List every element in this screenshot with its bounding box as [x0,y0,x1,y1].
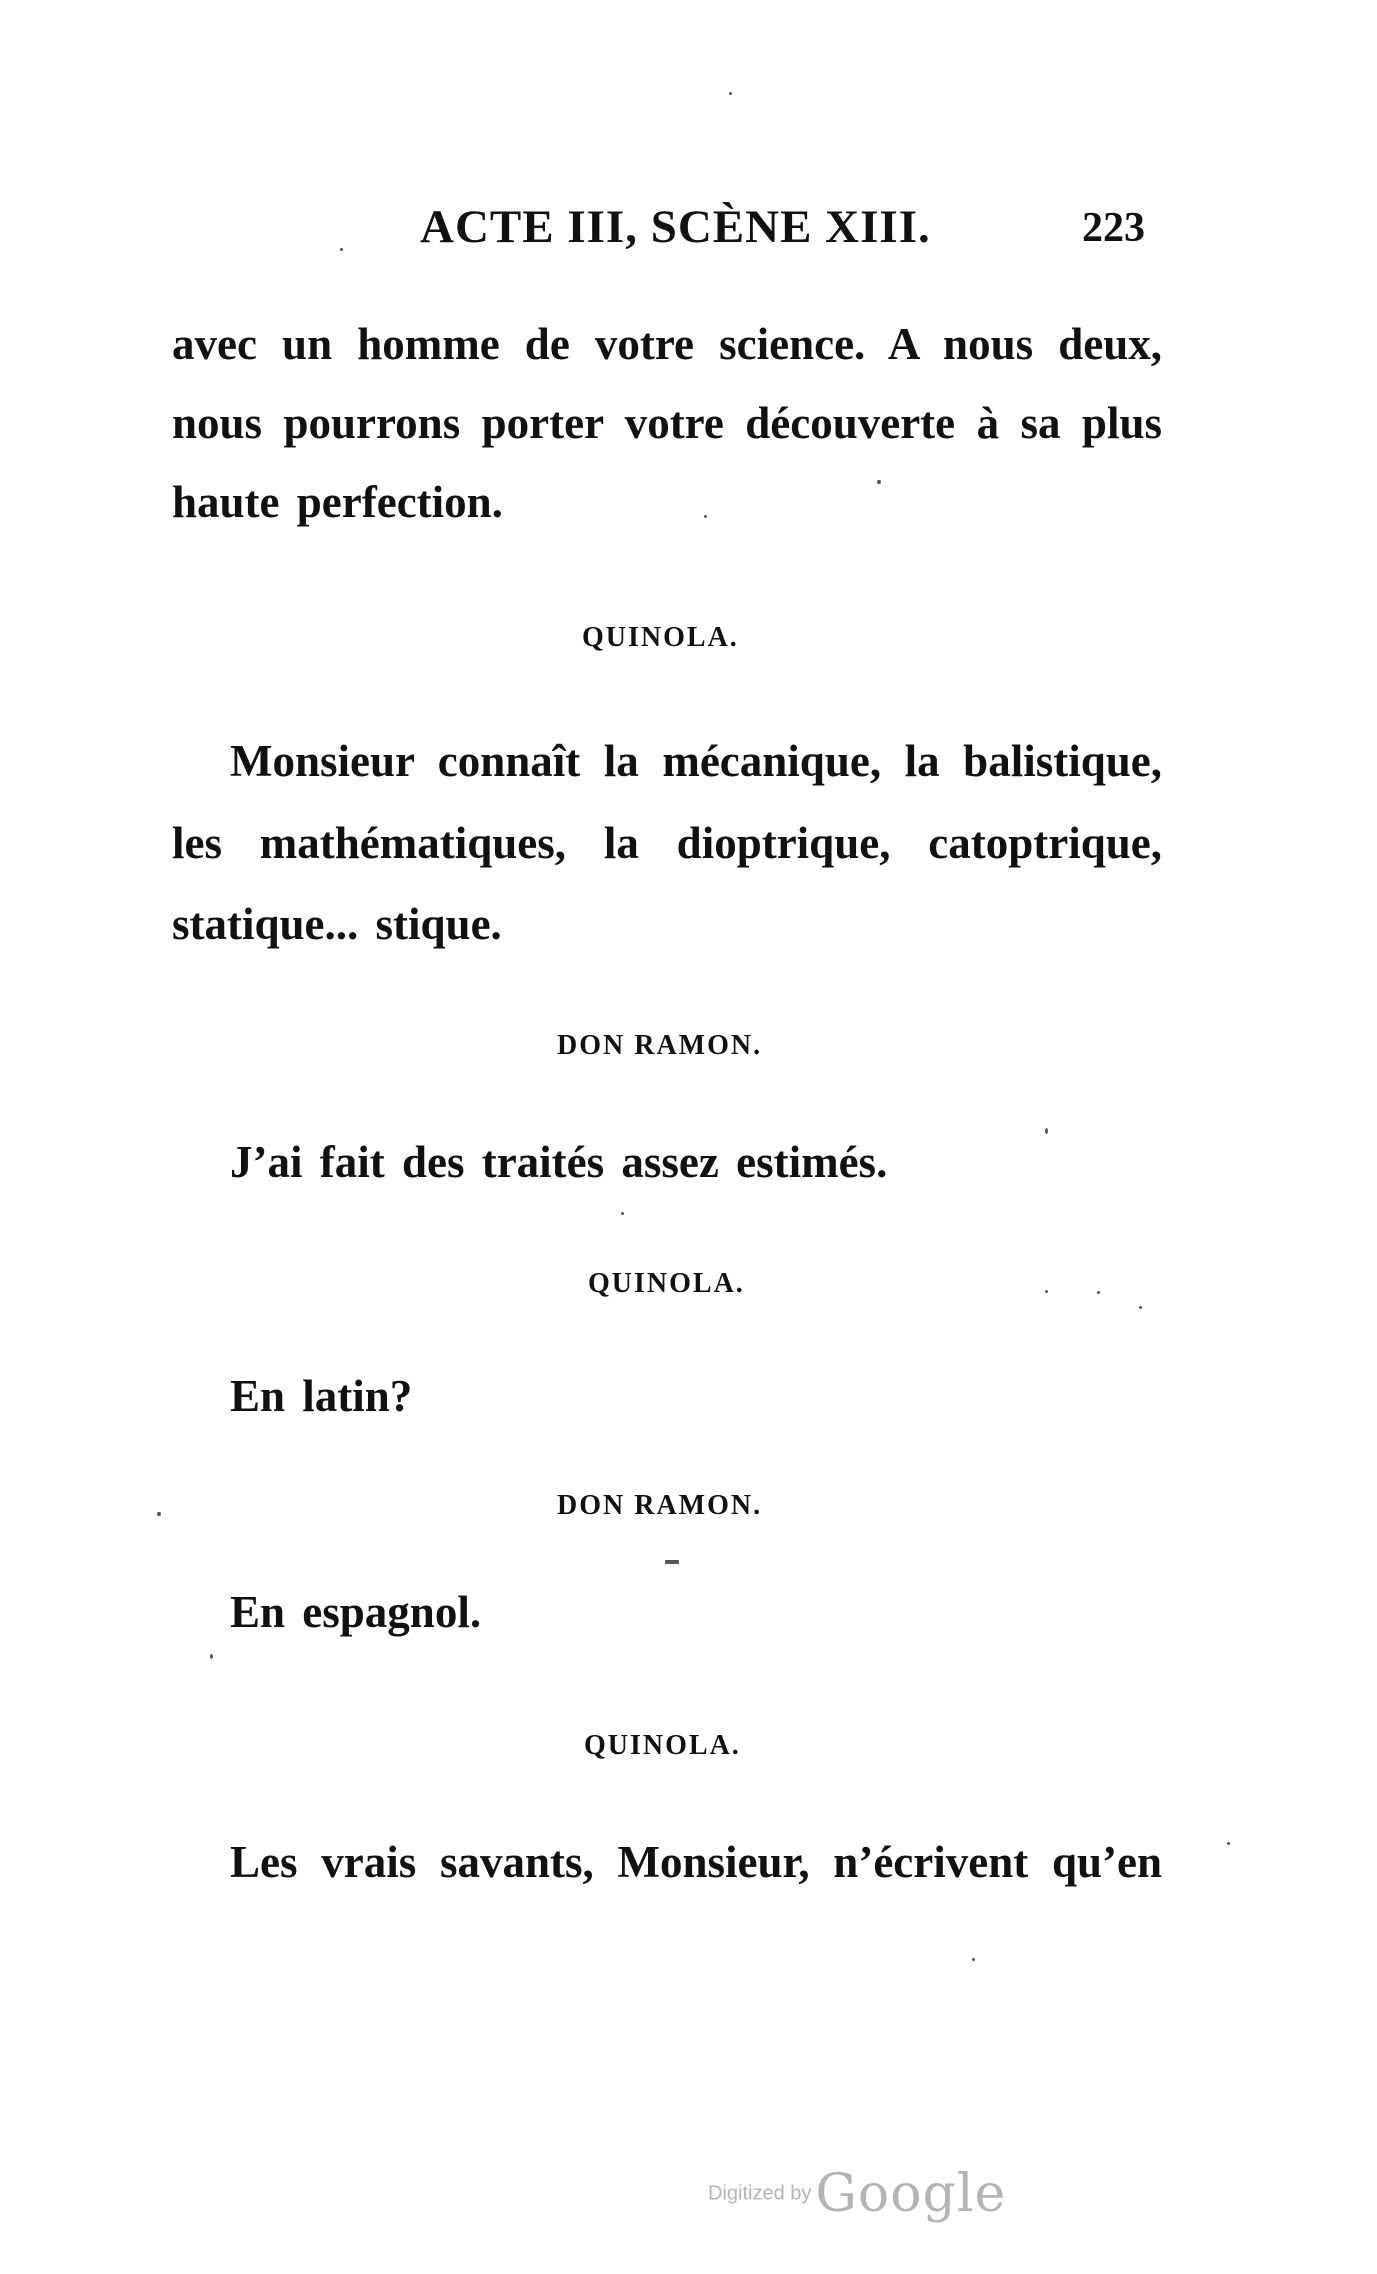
scan-speck [340,248,343,251]
speaker-name: QUINOLA. [588,1268,745,1299]
scan-speck [877,480,881,484]
google-logo: Google [815,2164,1007,2224]
text-line: En espagnol. [230,1587,482,1637]
text-line: haute perfection. [172,477,503,527]
digitized-by-google-watermark [708,2164,1006,2224]
scan-speck [210,1654,213,1659]
scan-speck [972,1958,975,1961]
text-line: les mathématiques, la dioptrique, catoptrique, [172,818,1162,868]
scan-speck [621,1212,624,1215]
scan-speck [1227,1842,1230,1845]
text-line: J’ai fait des traités assez estimés. [230,1137,888,1187]
watermark-prefix: Digitized by [708,2182,812,2205]
scan-speck [1045,1128,1048,1134]
text-line: En latin? [230,1371,413,1421]
text-line: avec un homme de votre science. A nous deux, [172,319,1162,369]
speaker-name: QUINOLA. [584,1730,741,1761]
running-head: ACTE III, SCÈNE XIII. [420,201,931,253]
speaker-name: QUINOLA. [582,622,739,653]
scan-speck [1139,1306,1142,1309]
scan-speck [1097,1291,1100,1294]
speaker-name: DON RAMON. [557,1490,763,1521]
text-line: Les vrais savants, Monsieur, n’écrivent qu’en [230,1837,1162,1887]
text-line: Monsieur connaît la mécanique, la balistique, [230,736,1162,786]
scan-speck [704,515,707,518]
scan-speck [665,1560,679,1564]
scan-speck [1045,1290,1048,1293]
scan-speck [157,1512,161,1516]
speaker-name: DON RAMON. [557,1030,763,1061]
scan-speck [729,92,732,95]
text-line: nous pourrons porter votre découverte à sa plus [172,398,1162,448]
page-number: 223 [1082,205,1145,251]
text-line: statique... stique. [172,899,502,949]
